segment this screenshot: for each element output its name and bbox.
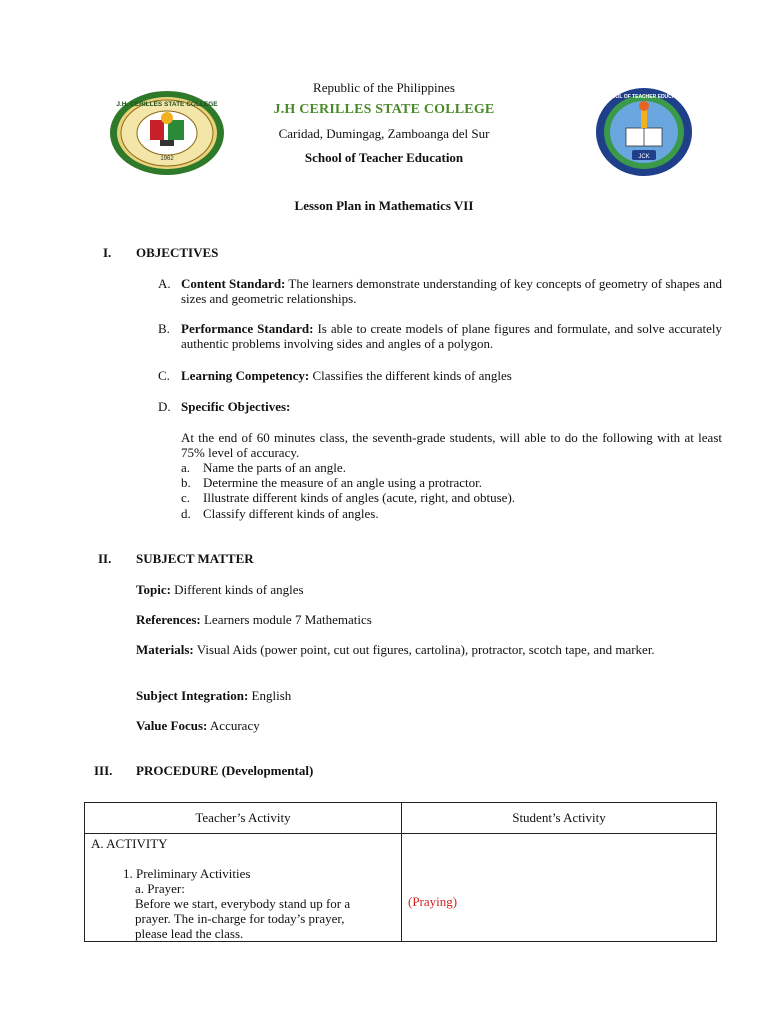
- student-praying: (Praying): [408, 894, 458, 909]
- performance-standard-label: Performance Standard:: [181, 321, 314, 336]
- list-item: b. Determine the measure of an angle using a protractor.: [181, 475, 483, 490]
- objective-b-letter: B.: [158, 321, 170, 336]
- list-item: d. Classify different kinds of angles.: [181, 506, 379, 521]
- section-title-subject-matter: SUBJECT MATTER: [136, 551, 254, 566]
- lesson-plan-title: Lesson Plan in Mathematics VII: [294, 198, 474, 213]
- content-standard-text: The learners demonstrate understanding of key concepts of geometry of shapes and sizes and geometric relationships.: [181, 276, 723, 306]
- svg-text:JCK: JCK: [638, 154, 650, 160]
- student-activity-cell: [402, 834, 717, 942]
- header-teacher-activity: Teacher’s Activity: [85, 803, 402, 834]
- header-student-activity: Student’s Activity: [402, 803, 717, 834]
- specific-objectives-intro: At the end of 60 minutes class, the seventh-grade students, will able to do the following with at least 75% level of accuracy.: [181, 430, 722, 460]
- activity-heading: A. ACTIVITY: [91, 836, 168, 851]
- prayer-text-line: please lead the class.: [135, 926, 244, 941]
- svg-text:SCHOOL OF TEACHER EDUCATION: SCHOOL OF TEACHER EDUCATION: [601, 94, 687, 100]
- materials-line: Materials: Visual Aids (power point, cut out figures, cartolina), protractor, scotch tape, and marker.: [136, 642, 655, 657]
- topic-line: Topic: Different kinds of angles: [136, 582, 304, 597]
- objective-c-letter: C.: [158, 368, 170, 383]
- content-standard: [181, 276, 722, 306]
- procedure-table: [84, 802, 717, 942]
- svg-text:1962: 1962: [160, 156, 174, 162]
- objective-d-letter: D.: [158, 399, 171, 414]
- specific-objectives-label: Specific Objectives:: [181, 399, 291, 414]
- preliminary-activities: 1. Preliminary Activities: [123, 866, 251, 881]
- section-number-procedure: III.: [94, 763, 113, 778]
- learning-competency-label: Learning Competency:: [181, 368, 310, 383]
- list-item: c. Illustrate different kinds of angles (acute, right, and obtuse).: [181, 490, 516, 505]
- svg-text:J.H. CERILLES STATE COLLEGE: J.H. CERILLES STATE COLLEGE: [116, 101, 218, 108]
- performance-standard: [181, 321, 722, 351]
- references-line: References: Learners module 7 Mathematics: [136, 612, 372, 627]
- school-name: School of Teacher Education: [304, 150, 464, 165]
- teacher-activity-cell: [85, 834, 402, 942]
- performance-standard-text: Is able to create models of plane figures and formulate, and solve accurately authentic problems involving sides and angles of a polygon.: [181, 321, 722, 351]
- content-standard-label: Content Standard:: [181, 276, 286, 291]
- college-address: Caridad, Dumingag, Zamboanga del Sur: [278, 126, 490, 141]
- section-number-objectives: I.: [103, 245, 112, 260]
- section-number-subject-matter: II.: [98, 551, 112, 566]
- republic-line: Republic of the Philippines: [313, 80, 455, 95]
- section-title-procedure: PROCEDURE (Developmental): [136, 763, 314, 778]
- list-item: a. Name the parts of an angle.: [181, 460, 346, 475]
- learning-competency: [181, 368, 722, 383]
- prayer-text-line: prayer. The in-charge for today’s prayer,: [135, 911, 345, 926]
- objective-a-letter: A.: [158, 276, 171, 291]
- subject-integration-line: Subject Integration: English: [136, 688, 292, 703]
- prayer-label: a. Prayer:: [135, 881, 185, 896]
- learning-competency-text: Classifies the different kinds of angles: [309, 368, 512, 383]
- college-name: J.H CERILLES STATE COLLEGE: [273, 102, 495, 117]
- value-focus-line: Value Focus: Accuracy: [136, 718, 260, 733]
- section-title-objectives: OBJECTIVES: [136, 245, 219, 260]
- prayer-text-line: Before we start, everybody stand up for a: [135, 896, 351, 911]
